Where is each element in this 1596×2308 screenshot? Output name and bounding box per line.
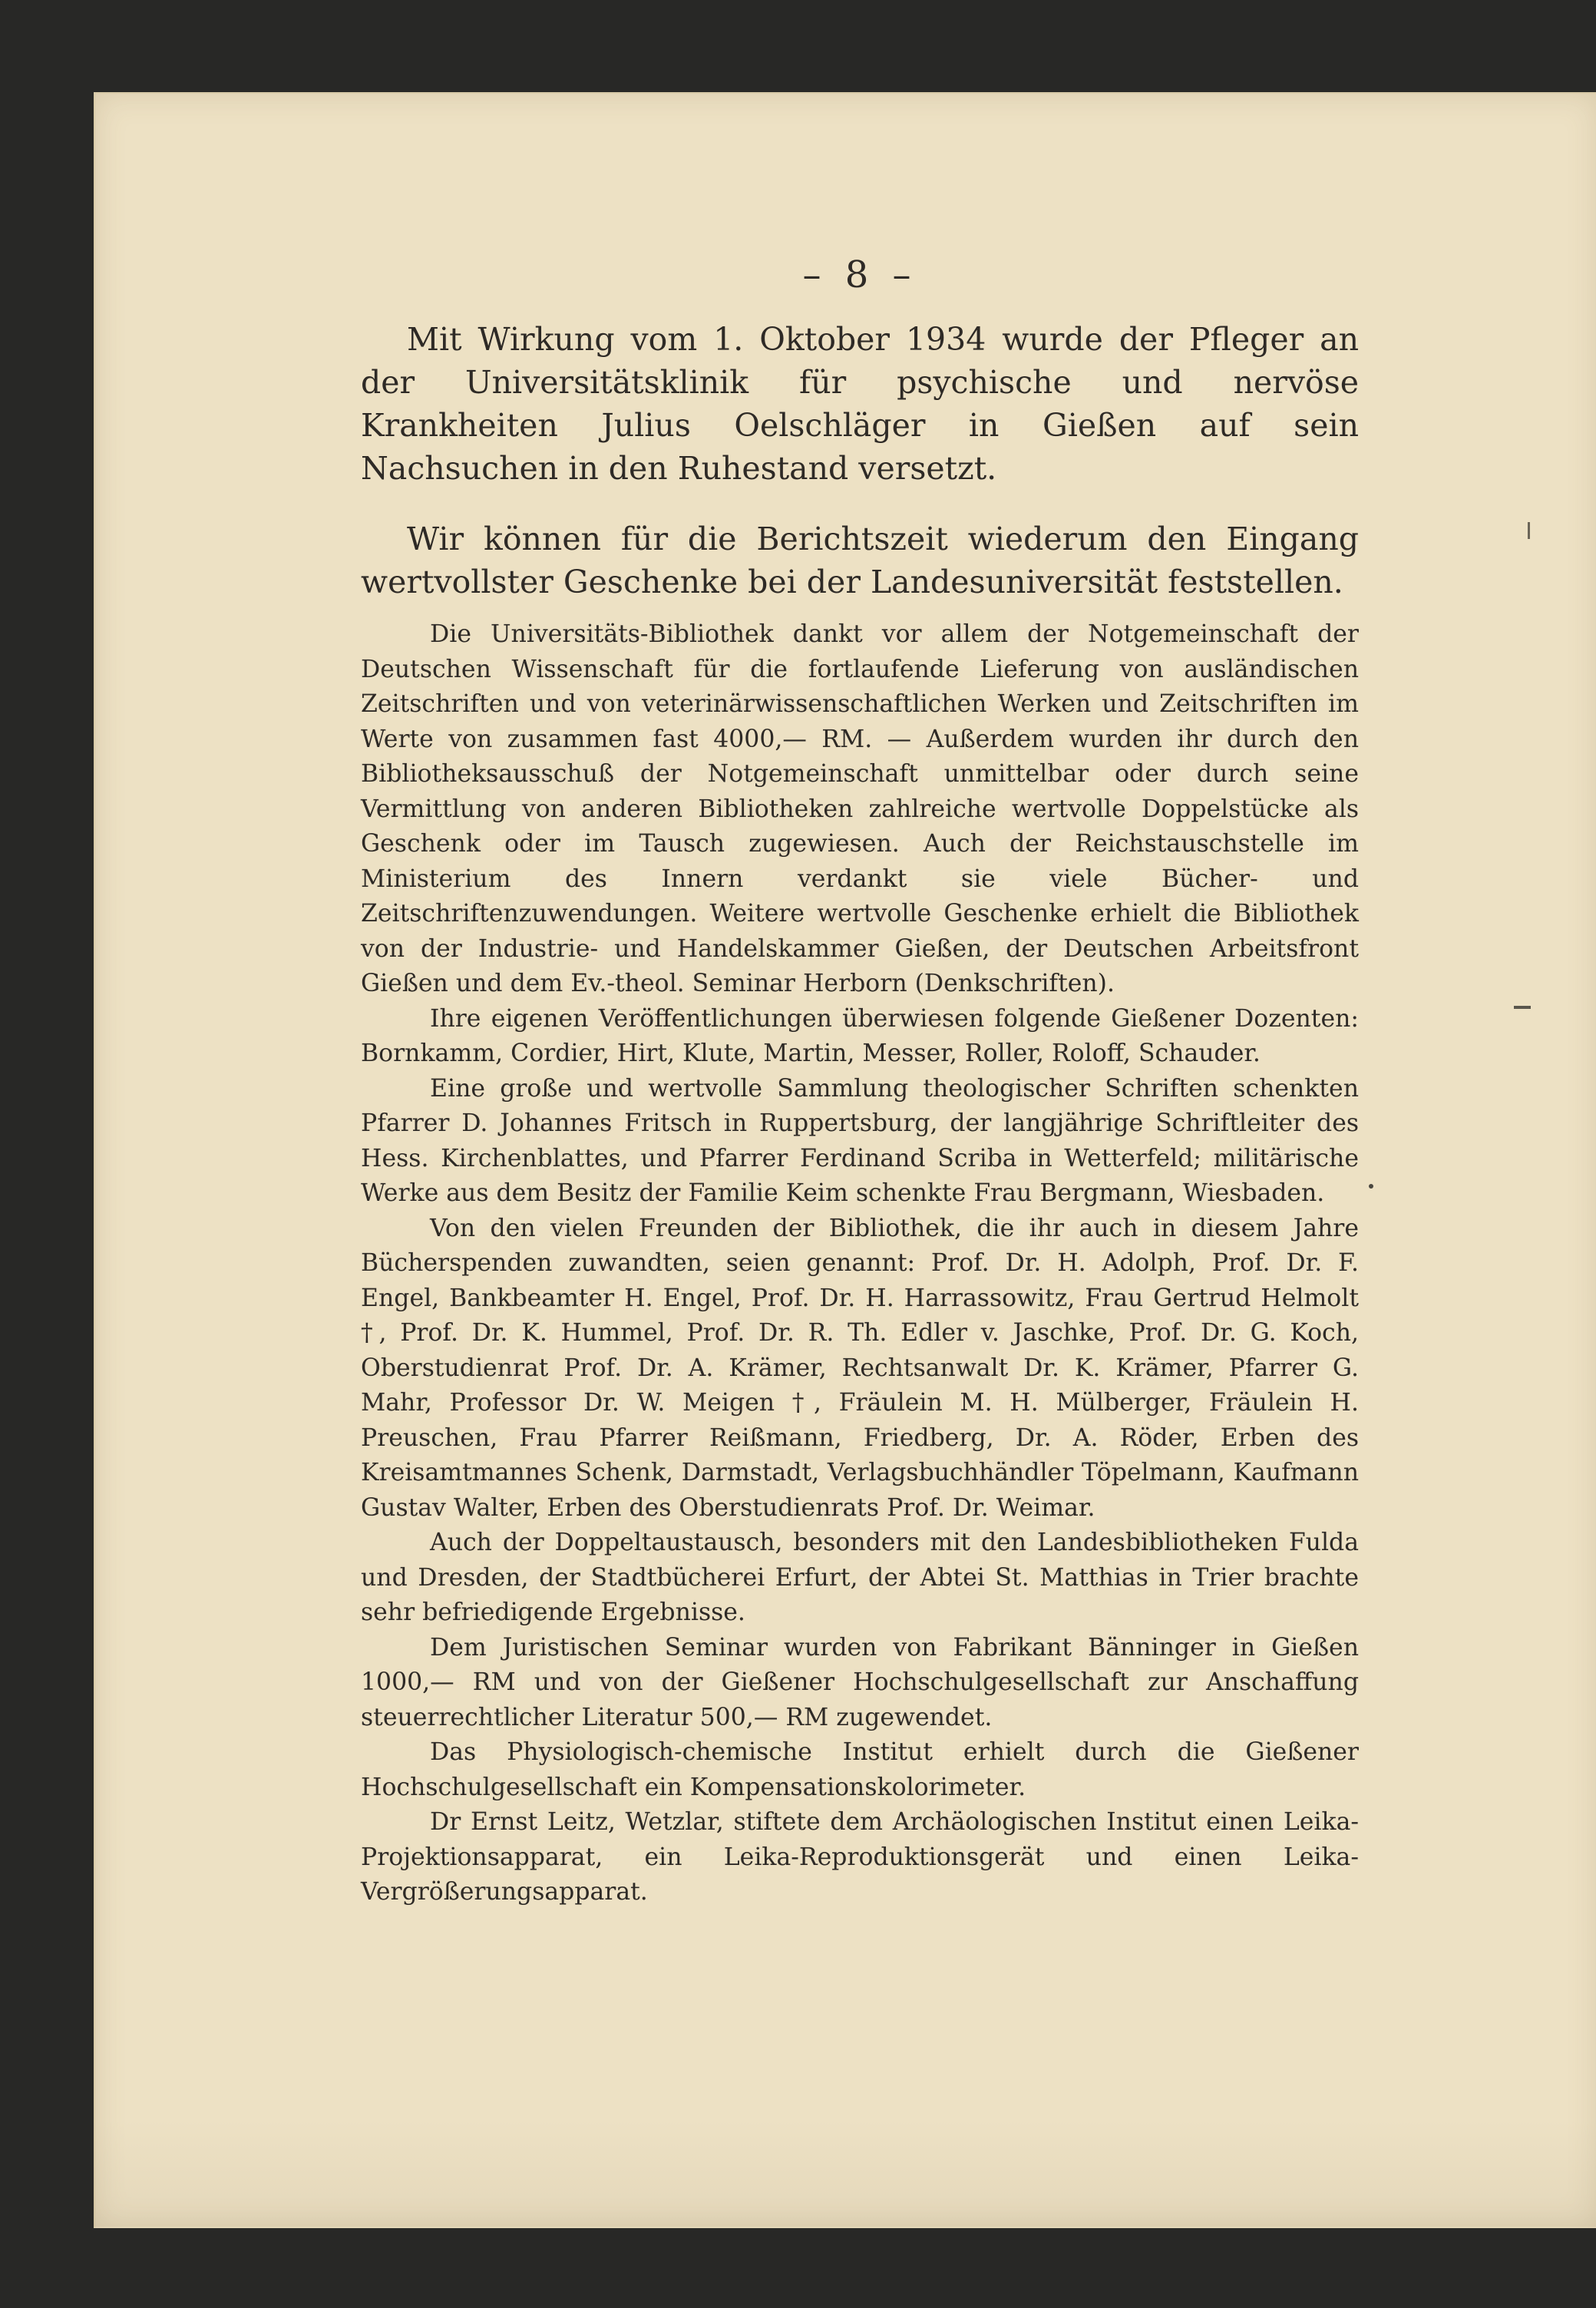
- margin-mark-tick: [1528, 522, 1530, 539]
- page-edge-shadow: [94, 2119, 1596, 2227]
- paragraph-donations-intro: Wir können für die Berichtszeit wiederum den Eingang wertvollster Geschenke bei der Landesuniversität feststellen.: [361, 521, 1359, 600]
- paragraph-theology-collection: Eine große und wertvolle Sammlung theologischer Schriften schenkten Pfarrer D. Johannes Fritsch in Ruppertsburg, der langjährige Schriftleiter des Hess. Kirchenblattes, und Pfarrer Ferdinand Scriba in Wetterfeld; militärische Werke aus dem Besitz der Familie Keim schenkte Frau Bergmann, Wiesbaden.: [361, 1074, 1359, 1207]
- paragraph-physiology-institute: Das Physiologisch-chemische Institut erhielt durch die Gießener Hochschulgesellschaft ein Kompensationskolorimeter.: [361, 1738, 1359, 1801]
- margin-mark-dash: [1514, 1006, 1531, 1009]
- paragraph-library-thanks: Die Universitäts-Bibliothek dankt vor allem der Notgemeinschaft der Deutschen Wissenschaft für die fortlaufende Lieferung von ausländischen Zeitschriften und von veterinärwissenschaftlichen Werken und Zeitschriften im Werte von zusammen fast 4000,— RM. — Außerdem wurden ihr durch den Bibliotheksausschuß der Notgemeinschaft unmittelbar oder durch seine Vermittlung von anderen Bibliotheken zahlreiche wertvolle Doppelstücke als Geschenk oder im Tausch zugewiesen. Auch der Reichstauschstelle im Ministerium des Innern verdankt sie viele Bücher- und Zeitschriftenzuwendungen. Weitere wertvolle Geschenke erhielt die Bibliothek von der Industrie- und Handelskammer Gießen, der Deutschen Arbeitsfront Gießen und dem Ev.-theol. Seminar Herborn (Denkschriften).: [361, 620, 1359, 997]
- paragraph-retirement: Mit Wirkung vom 1. Oktober 1934 wurde der Pfleger an der Universitätsklinik für psychische und nervöse Krankheiten Julius Oelschläger in Gießen auf sein Nachsuchen in den Ruhestand versetzt.: [361, 321, 1359, 487]
- page-number: – 8 –: [802, 253, 917, 296]
- paragraph-library-friends: Von den vielen Freunden der Bibliothek, die ihr auch in diesem Jahre Bücherspenden zuwandten, seien genannt: Prof. Dr. H. Adolph, Prof. Dr. F. Engel, Bankbeamter H. Engel, Prof. Dr. H. Harrassowitz, Frau Gertrud Helmolt †, Prof. Dr. K. Hummel, Prof. Dr. R. Th. Edler v. Jaschke, Prof. Dr. G. Koch, Oberstudienrat Prof. Dr. A. Krämer, Rechtsanwalt Dr. K. Krämer, Pfarrer G. Mahr, Professor Dr. W. Meigen †, Fräulein M. H. Mülberger, Fräulein H. Preuschen, Frau Pfarrer Reißmann, Friedberg, Dr. A. Röder, Erben des Kreisamtmannes Schenk, Darmstadt, Verlagsbuchhändler Töpelmann, Kaufmann Gustav Walter, Erben des Oberstudienrats Prof. Dr. Weimar.: [361, 1214, 1359, 1522]
- paragraph-docent-publications: Ihre eigenen Veröffentlichungen überwiesen folgende Gießener Dozenten: Bornkamm, Cordier, Hirt, Klute, Martin, Messer, Roller, Roloff, Schauder.: [361, 1004, 1359, 1067]
- page-content: [361, 253, 1359, 1910]
- paragraph-law-seminar: Dem Juristischen Seminar wurden von Fabrikant Bänninger in Gießen 1000,— RM und von der Gießener Hochschulgesellschaft zur Anschaffung steuerrechtlicher Literatur 500,— RM zugewendet.: [361, 1633, 1359, 1731]
- paragraph-duplicate-exchange: Auch der Doppeltaustausch, besonders mit den Landesbibliotheken Fulda und Dresden, der Stadtbücherei Erfurt, der Abtei St. Matthias in Trier brachte sehr befriedigende Ergebnisse.: [361, 1529, 1359, 1626]
- margin-mark-dot: [1369, 1184, 1373, 1189]
- paragraph-archaeology-institute: Dr Ernst Leitz, Wetzlar, stiftete dem Archäologischen Institut einen Leika-Projektionsapparat, ein Leika-Reproduktionsgerät und einen Leika-Vergrößerungsapparat.: [361, 1808, 1359, 1906]
